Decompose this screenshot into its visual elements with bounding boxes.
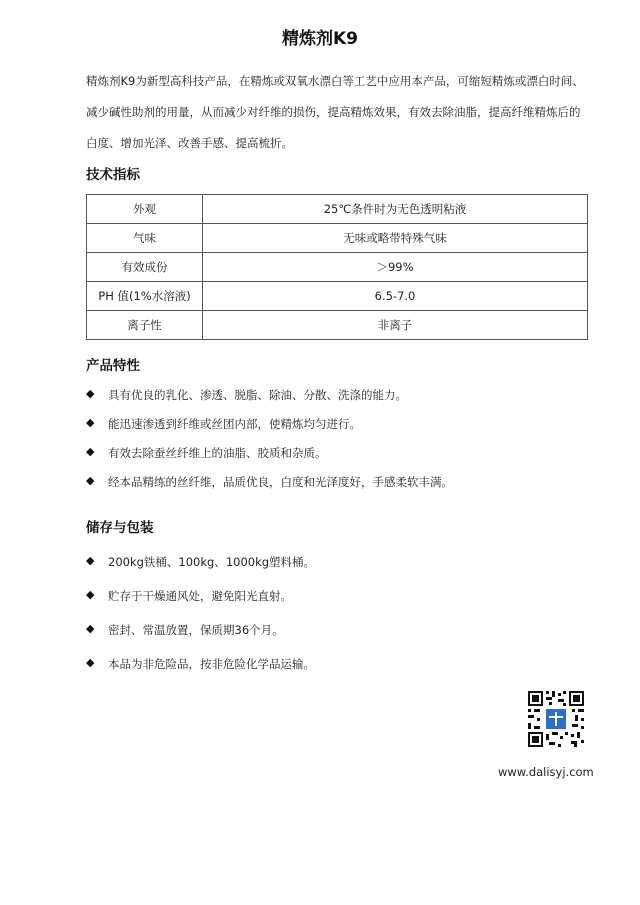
feature-text: 有效去除蚕丝纤维上的油脂、胶质和杂质。 — [108, 446, 327, 460]
diamond-bullet-icon: ◆ — [86, 622, 95, 635]
storage-heading: 储存与包装 — [86, 520, 154, 536]
spec-value: 6.5-7.0 — [203, 282, 588, 311]
diamond-bullet-icon: ◆ — [86, 387, 95, 400]
list-item — [86, 554, 315, 588]
diamond-bullet-icon: ◆ — [86, 588, 95, 601]
spec-key: PH 值(1%水溶液) — [87, 282, 203, 311]
diamond-bullet-icon: ◆ — [86, 416, 95, 429]
table-row — [87, 224, 588, 253]
qr-code-icon — [527, 690, 585, 748]
storage-text: 贮存于干燥通风处，避免阳光直射。 — [108, 589, 292, 603]
table-row — [87, 311, 588, 340]
list-item — [86, 416, 453, 445]
list-item — [86, 588, 315, 622]
list-item — [86, 445, 453, 474]
diamond-bullet-icon: ◆ — [86, 554, 95, 567]
spec-value: 非离子 — [203, 311, 588, 340]
diamond-bullet-icon: ◆ — [86, 445, 95, 458]
feature-text: 经本品精练的丝纤维，品质优良，白度和光泽度好，手感柔软丰满。 — [108, 475, 453, 489]
diamond-bullet-icon: ◆ — [86, 474, 95, 487]
storage-text: 密封、常温放置，保质期36个月。 — [108, 623, 284, 637]
storage-text: 200kg铁桶、100kg、1000kg塑料桶。 — [108, 555, 316, 569]
spec-key: 有效成份 — [87, 253, 203, 282]
feature-text: 能迅速渗透到纤维或丝团内部，使精炼均匀进行。 — [108, 417, 361, 431]
spec-key: 离子性 — [87, 311, 203, 340]
spec-key: 外观 — [87, 195, 203, 224]
website-link[interactable]: www.dalisyj.com — [498, 765, 594, 779]
page-title: 精炼剂K9 — [281, 29, 358, 49]
table-row — [87, 195, 588, 224]
list-item — [86, 656, 315, 690]
list-item — [86, 387, 453, 416]
list-item — [86, 474, 453, 503]
spec-value: ＞99% — [203, 253, 588, 282]
spec-key: 气味 — [87, 224, 203, 253]
features-list — [86, 387, 453, 503]
intro-paragraph: 精炼剂K9为新型高科技产品，在精炼或双氧水漂白等工艺中应用本产品，可缩短精炼或漂白时间、减少碱性助剂的用量，从而减少对纤维的损伤，提高精炼效果，有效去除油脂，提高纤维精炼后的白度、增加光泽、改善手感、提高梳折。 — [86, 74, 584, 150]
diamond-bullet-icon: ◆ — [86, 656, 95, 669]
feature-text: 具有优良的乳化、渗透、脱脂、除油、分散、洗涤的能力。 — [108, 388, 407, 402]
storage-text: 本品为非危险品，按非危险化学品运输。 — [108, 657, 315, 671]
spec-heading: 技术指标 — [86, 167, 140, 183]
table-row — [87, 253, 588, 282]
features-heading: 产品特性 — [86, 358, 140, 374]
table-row — [87, 282, 588, 311]
storage-list — [86, 554, 315, 690]
list-item — [86, 622, 315, 656]
spec-value: 无味或略带特殊气味 — [203, 224, 588, 253]
spec-table — [86, 194, 588, 340]
spec-value: 25℃条件时为无色透明粘液 — [203, 195, 588, 224]
